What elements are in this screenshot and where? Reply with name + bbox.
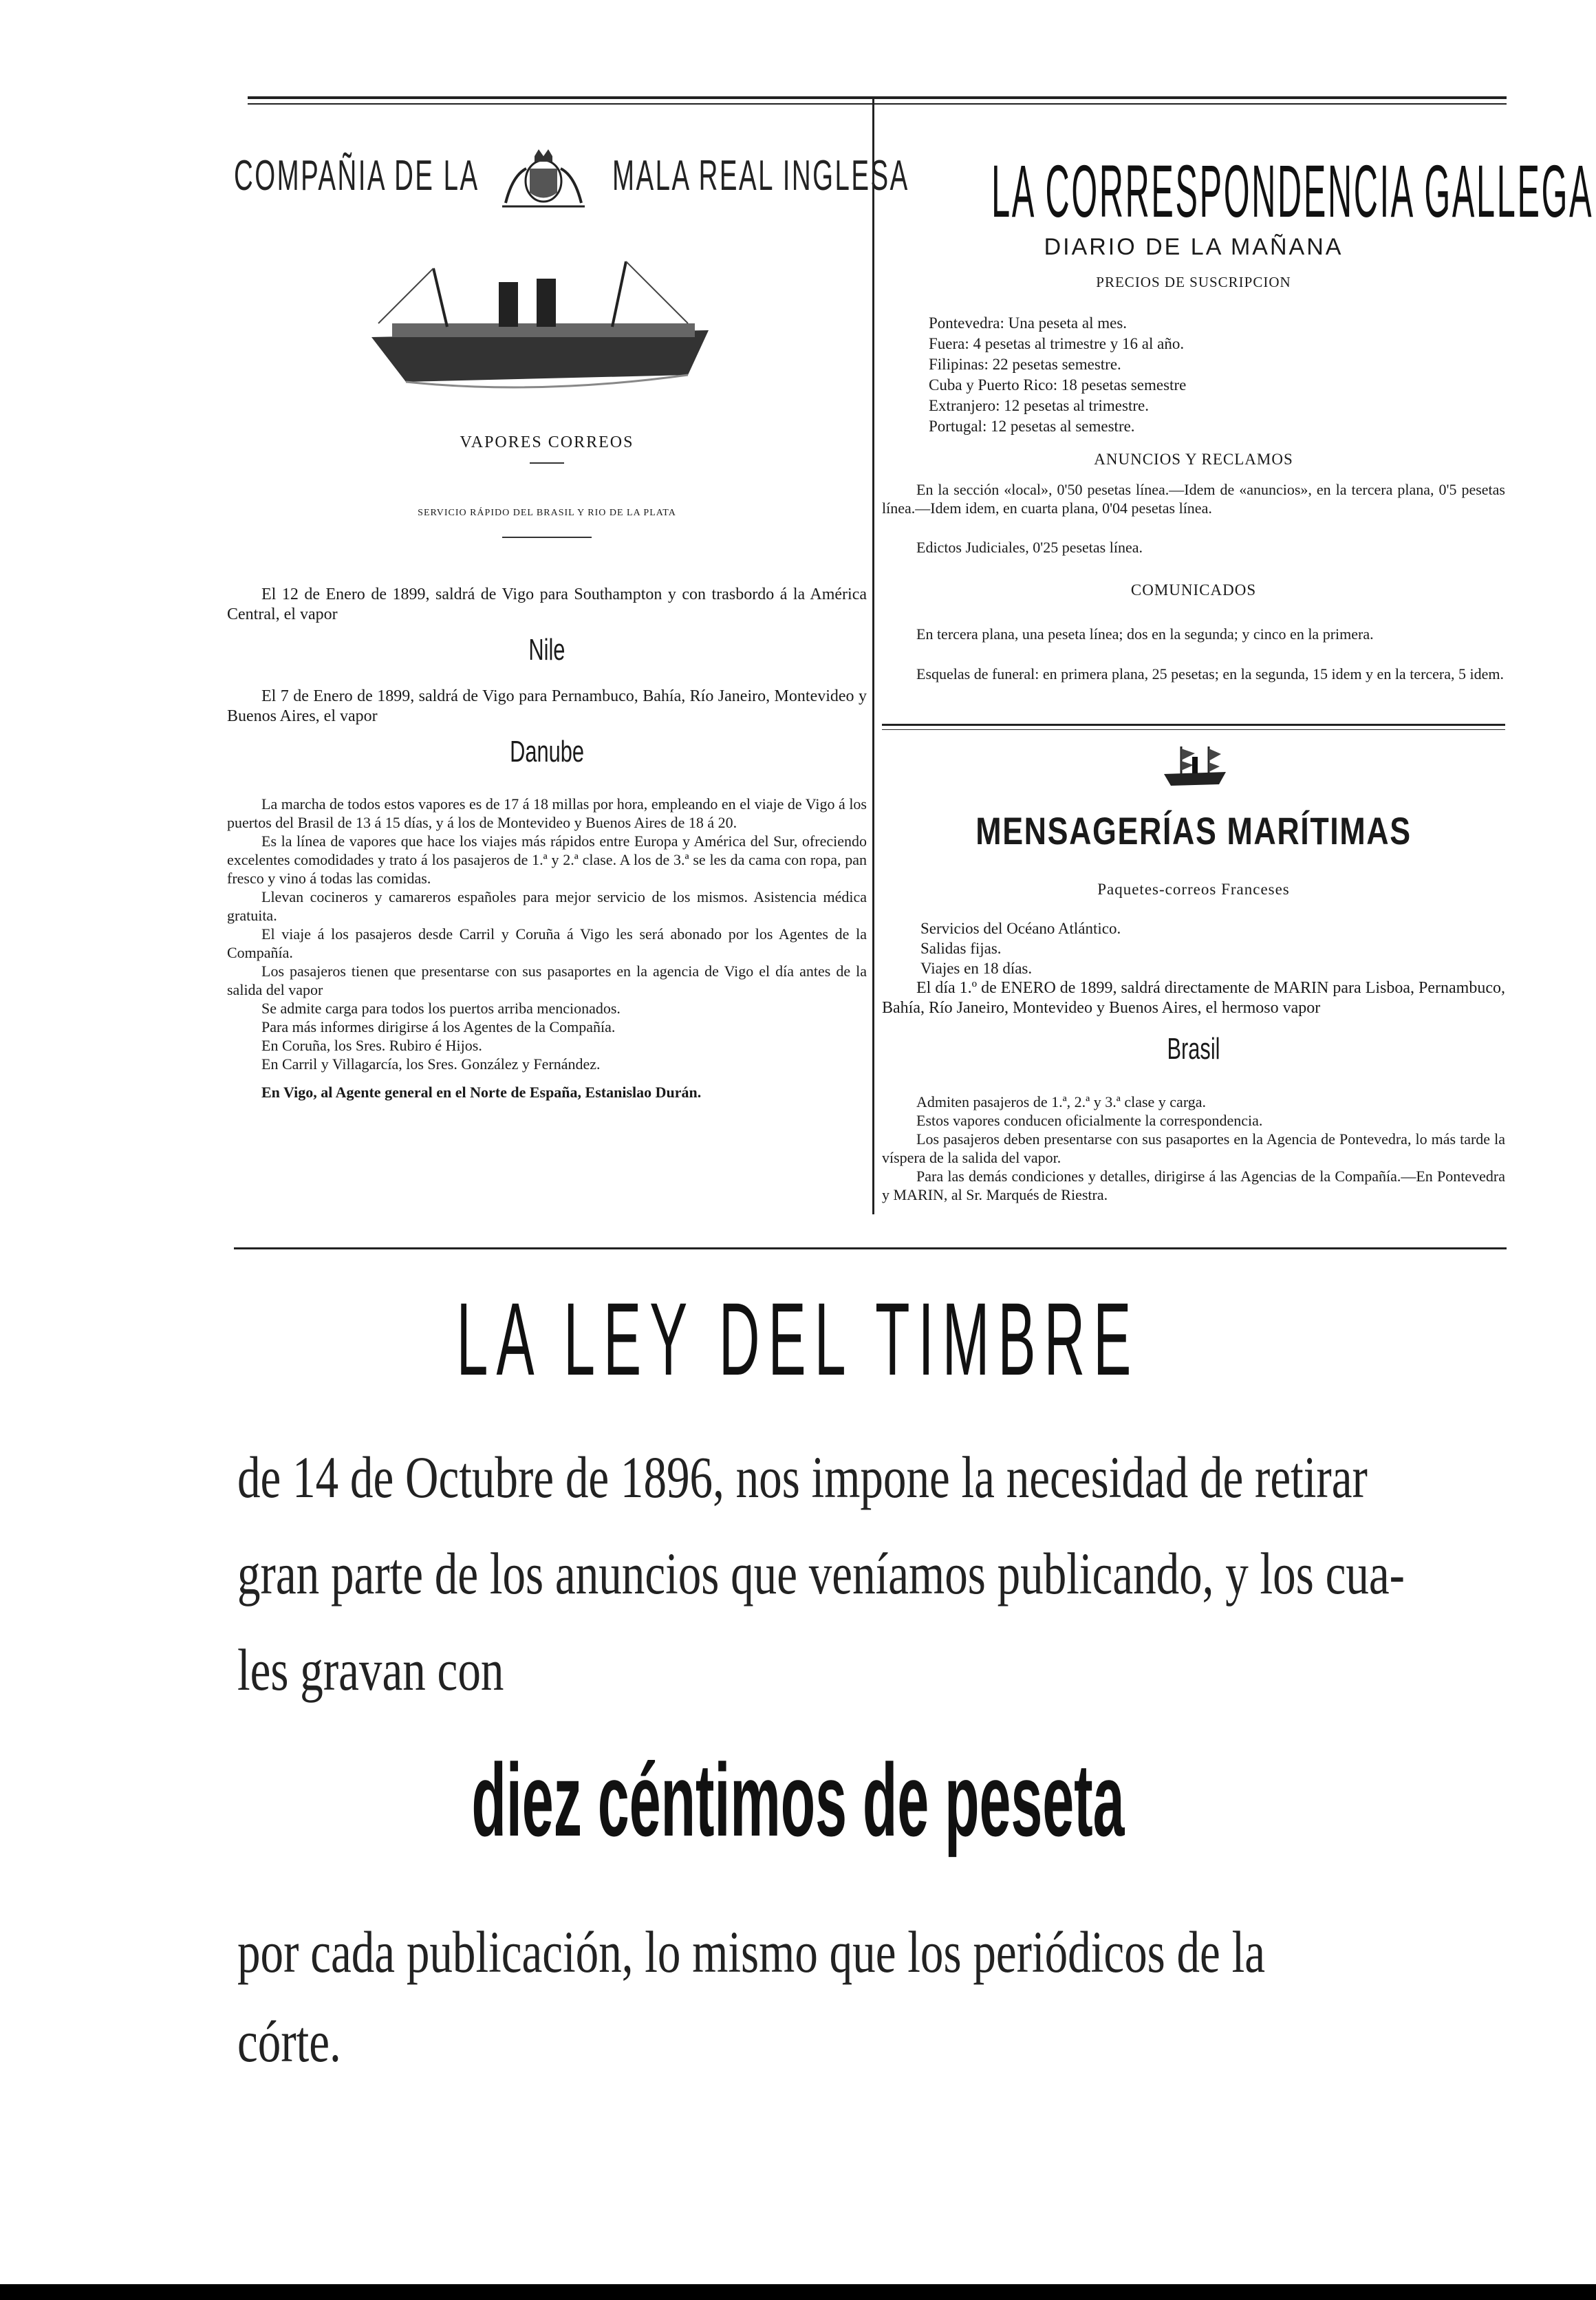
bottom-bar — [0, 2284, 1596, 2300]
service-line: SERVICIO RÁPIDO DEL BRASIL Y RIO DE LA PLATA — [418, 508, 676, 518]
company-title-part1: COMPAÑIA DE LA — [234, 152, 479, 200]
ad-paragraph: Para más informes dirigirse á los Agentes de la Compañía. — [261, 1018, 616, 1035]
ship-nile-wrap — [227, 633, 867, 667]
notice-title-wrap — [0, 1280, 1596, 1399]
correspondencia-title: LA CORRESPONDENCIA GALLEGA — [991, 149, 1594, 233]
ad-paragraph: Los pasajeros tienen que presentarse con sus pasaportes en la agencia de Vigo el día antes de la salida del vapor — [227, 963, 867, 998]
ad-paragraph: La marcha de todos estos vapores es de 17 á 18 millas por hora, empleando en el viaje de Vigo á los puertos del Brasil de 13 á 15 días, y á los de Montevideo y Buenos Aires de 18 á 20. — [227, 795, 867, 831]
notice-line-2: gran parte de los anuncios que veníamos publicando, y los cua- — [237, 1540, 1405, 1606]
ads-text: En la sección «local», 0'50 pesetas línea.—Idem de «anuncios», en la tercera plana, 0'5 pesetas línea.—Idem idem, en cuarta plana, 0'04 pesetas línea. — [882, 481, 1505, 517]
notice-emphasis: diez céntimos de peseta — [471, 1742, 1125, 1858]
brasil-departure: El día 1.º de ENERO de 1899, saldrá directamente de MARIN para Lisboa, Pernambuco, Bahía, Río Janeiro, Montevideo y Buenos Aires, el hermoso vapor — [882, 979, 1505, 1017]
vapores-correos-subtitle: VAPORES CORREOS — [460, 433, 634, 451]
right-divider — [882, 724, 1505, 726]
prices-heading: PRECIOS DE SUSCRIPCION — [1096, 274, 1291, 290]
ship-danube: Danube — [510, 735, 584, 769]
ornament-rule — [530, 462, 564, 464]
ad-paragraph: El viaje á los pasajeros desde Carril y Coruña á Vigo les será abonado por los Agentes de la Compañía. — [227, 925, 867, 961]
sailing-steamship-icon — [1161, 743, 1229, 788]
price-item: Pontevedra: Una peseta al mes. — [929, 314, 1128, 332]
top-rule-thin — [248, 103, 1507, 105]
ad-body — [227, 795, 867, 1101]
ad-paragraph: Admiten pasajeros de 1.ª, 2.ª y 3.ª clase y carga. — [916, 1093, 1207, 1110]
notice-line-3: les gravan con — [237, 1637, 504, 1703]
ornament-rule-2 — [502, 537, 592, 538]
diario-subtitle: DIARIO DE LA MAÑANA — [1044, 234, 1344, 260]
ship-brasil-wrap — [882, 1032, 1505, 1066]
ad-paragraph: En Carril y Villagarcía, los Sres. González y Fernández. — [261, 1055, 601, 1073]
steamship-icon — [365, 255, 722, 392]
ad-paragraph: Llevan cocineros y camareros españoles para mejor servicio de los mismos. Asistencia médica gratuita. — [227, 888, 867, 924]
ad-paragraph: Para las demás condiciones y detalles, dirigirse á las Agencias de la Compañía.—En Pontevedra y MARIN, al Sr. Marqués de Riestra. — [882, 1168, 1505, 1203]
price-list — [929, 313, 1493, 437]
mens-title-wrap — [882, 808, 1505, 853]
comm-text-2: Esquelas de funeral: en primera plana, 25 pesetas; en la segunda, 15 idem y en la tercera, 5 idem. — [916, 665, 1505, 683]
danube-departure: El 7 de Enero de 1899, saldrá de Vigo para Pernambuco, Bahía, Río Janeiro, Montevideo y Buenos Aires, el vapor — [227, 687, 867, 725]
ad-paragraph: En Coruña, los Sres. Rubiro é Hijos. — [261, 1037, 482, 1054]
price-item: Extranjero: 12 pesetas al trimestre. — [929, 397, 1149, 414]
nile-departure: El 12 de Enero de 1899, saldrá de Vigo para Southampton y con trasbordo á la América Central, el vapor — [227, 585, 867, 623]
ads-heading: ANUNCIOS Y RECLAMOS — [1094, 451, 1293, 468]
mensagerias-title: MENSAGERÍAS MARÍTIMAS — [975, 809, 1412, 852]
price-item: Portugal: 12 pesetas al semestre. — [929, 418, 1135, 435]
comm-heading: COMUNICADOS — [1130, 581, 1257, 599]
ad-paragraph: Estos vapores conducen oficialmente la correspondencia. — [916, 1112, 1263, 1129]
edicts-text: Edictos Judiciales, 0'25 pesetas línea. — [916, 539, 1143, 556]
price-item: Cuba y Puerto Rico: 18 pesetas semestre — [929, 376, 1187, 394]
section-divider — [234, 1247, 1507, 1249]
ad-paragraph: Se admite carga para todos los puertos arriba mencionados. — [261, 1000, 621, 1017]
notice-line-4: por cada publicación, lo mismo que los periódicos de la — [237, 1919, 1266, 1985]
mensagerias-body — [882, 1093, 1505, 1204]
ship-nile: Nile — [528, 633, 565, 667]
service-line-1: Servicios del Océano Atlántico. — [920, 920, 1121, 937]
ship-brasil: Brasil — [1167, 1032, 1220, 1066]
notice-title: LA LEY DEL TIMBRE — [456, 1281, 1140, 1397]
corr-title-wrap — [744, 148, 1596, 234]
column-divider — [872, 96, 874, 1214]
ad-paragraph: Los pasajeros deben presentarse con sus pasaportes en la Agencia de Pontevedra, lo más tarde la víspera de la salida del vapor. — [882, 1130, 1505, 1166]
price-item: Filipinas: 22 pesetas semestre. — [929, 356, 1121, 373]
notice-line-1: de 14 de Octubre de 1896, nos impone la necesidad de retirar — [237, 1444, 1368, 1510]
ad-paragraph: Es la línea de vapores que hace los viajes más rápidos entre Europa y América del Sur, ofreciendo excelentes comodidades y trato á los pasajeros de 1.ª y 2.ª clase. A los de 3.ª se les da cama con ropa, pan fresco y vino á todas las comidas. — [227, 832, 867, 887]
service-line-2: Salidas fijas. — [920, 940, 1002, 957]
royal-coat-of-arms-icon — [492, 148, 595, 210]
price-item: Fuera: 4 pesetas al trimestre y 16 al año. — [929, 335, 1185, 352]
service-line-3: Viajes en 18 días. — [920, 960, 1033, 977]
company-title-part2: MALA REAL INGLESA — [612, 152, 909, 200]
right-divider-thin — [882, 729, 1505, 730]
emphasis-wrap — [0, 1741, 1596, 1860]
mensagerias-subtitle: Paquetes-correos Franceses — [1097, 881, 1290, 898]
top-rule — [248, 96, 1507, 99]
comm-text-1: En tercera plana, una peseta línea; dos en la segunda; y cinco en la primera. — [916, 625, 1374, 643]
mensagerias-ad — [882, 743, 1505, 1225]
ship-danube-wrap — [227, 735, 867, 769]
notice-line-5: córte. — [237, 2008, 341, 2074]
ad-paragraph: En Vigo, al Agente general en el Norte de España, Estanislao Durán. — [261, 1084, 702, 1101]
